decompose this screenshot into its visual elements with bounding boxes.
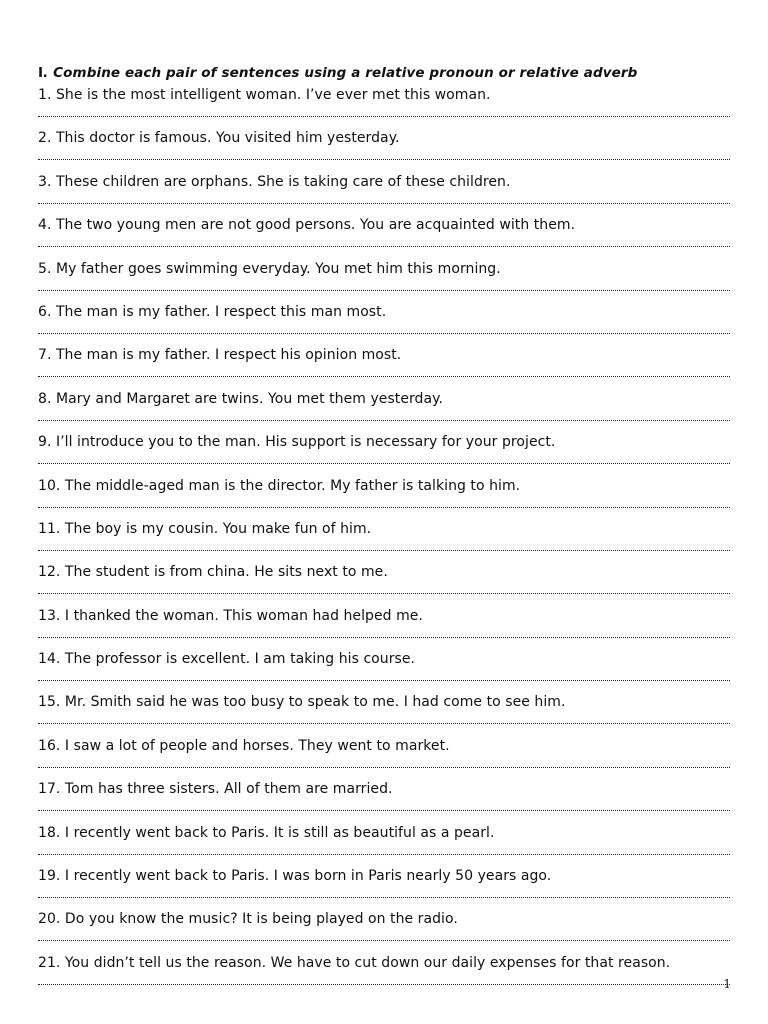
page-number: 1 [723,977,731,991]
answer-line[interactable] [38,420,730,421]
exercise-item [38,388,730,431]
exercise-sentence: 7. The man is my father. I respect his opinion most. [38,347,402,364]
exercise-sentence: 10. The middle-aged man is the director. My father is talking to him. [38,477,521,494]
answer-line[interactable] [38,290,730,291]
answer-line[interactable] [38,203,730,204]
exercise-sentence: 14. The professor is excellent. I am taking his course. [38,651,416,668]
exercise-sentence: 8. Mary and Margaret are twins. You met them yesterday. [38,390,443,407]
answer-line[interactable] [38,984,730,985]
exercise-sentence: 2. This doctor is famous. You visited him yesterday. [38,130,400,147]
answer-line[interactable] [38,333,730,334]
answer-line[interactable] [38,810,730,811]
exercise-list [38,84,730,995]
exercise-sentence: 6. The man is my father. I respect this man most. [38,303,387,320]
answer-line[interactable] [38,376,730,377]
exercise-item [38,127,730,170]
exercise-item [38,475,730,518]
exercise-item [38,691,730,734]
exercise-sentence: 1. She is the most intelligent woman. I’ve ever met this woman. [38,87,491,103]
exercise-sentence: 9. I’ll introduce you to the man. His support is necessary for your project. [38,434,556,451]
exercise-sentence: 20. Do you know the music? It is being played on the radio. [38,911,458,928]
exercise-sentence: 21. You didn’t tell us the reason. We have to cut down our daily expenses for that reason. [38,954,671,971]
answer-line[interactable] [38,507,730,508]
section-instruction: . Combine each pair of sentences using a relative pronoun or relative adverb [43,65,638,81]
exercise-sentence: 13. I thanked the woman. This woman had helped me. [38,607,423,624]
section-number: I [38,65,44,81]
exercise-item [38,431,730,474]
exercise-item [38,561,730,604]
answer-line[interactable] [38,593,730,594]
exercise-sentence: 3. These children are orphans. She is taking care of these children. [38,173,511,190]
answer-line[interactable] [38,940,730,941]
answer-line[interactable] [38,159,730,160]
exercise-sentence: 5. My father goes swimming everyday. You met him this morning. [38,260,501,277]
answer-line[interactable] [38,637,730,638]
exercise-item [38,258,730,301]
exercise-item [38,778,730,821]
answer-line[interactable] [38,767,730,768]
exercise-item [38,952,730,995]
exercise-item [38,648,730,691]
exercise-item [38,735,730,778]
exercise-item [38,908,730,951]
exercise-item [38,171,730,214]
exercise-sentence: 12. The student is from china. He sits next to me. [38,564,388,581]
exercise-item [38,865,730,908]
exercise-item [38,822,730,865]
answer-line[interactable] [38,854,730,855]
section-heading [38,62,730,84]
exercise-sentence: 18. I recently went back to Paris. It is still as beautiful as a pearl. [38,824,495,841]
exercise-item [38,301,730,344]
answer-line[interactable] [38,246,730,247]
exercise-sentence: 15. Mr. Smith said he was too busy to speak to me. I had come to see him. [38,694,566,711]
exercise-item [38,518,730,561]
exercise-sentence: 4. The two young men are not good persons. You are acquainted with them. [38,217,576,234]
answer-line[interactable] [38,723,730,724]
exercise-item [38,344,730,387]
answer-line[interactable] [38,116,730,117]
exercise-sentence: 17. Tom has three sisters. All of them are married. [38,781,393,798]
worksheet [38,62,730,995]
exercise-item [38,605,730,648]
exercise-item [38,214,730,257]
answer-line[interactable] [38,463,730,464]
answer-line[interactable] [38,550,730,551]
exercise-item [38,84,730,127]
exercise-sentence: 19. I recently went back to Paris. I was born in Paris nearly 50 years ago. [38,868,552,885]
answer-line[interactable] [38,680,730,681]
exercise-sentence: 16. I saw a lot of people and horses. They went to market. [38,737,450,754]
answer-line[interactable] [38,897,730,898]
exercise-sentence: 11. The boy is my cousin. You make fun of him. [38,520,372,537]
